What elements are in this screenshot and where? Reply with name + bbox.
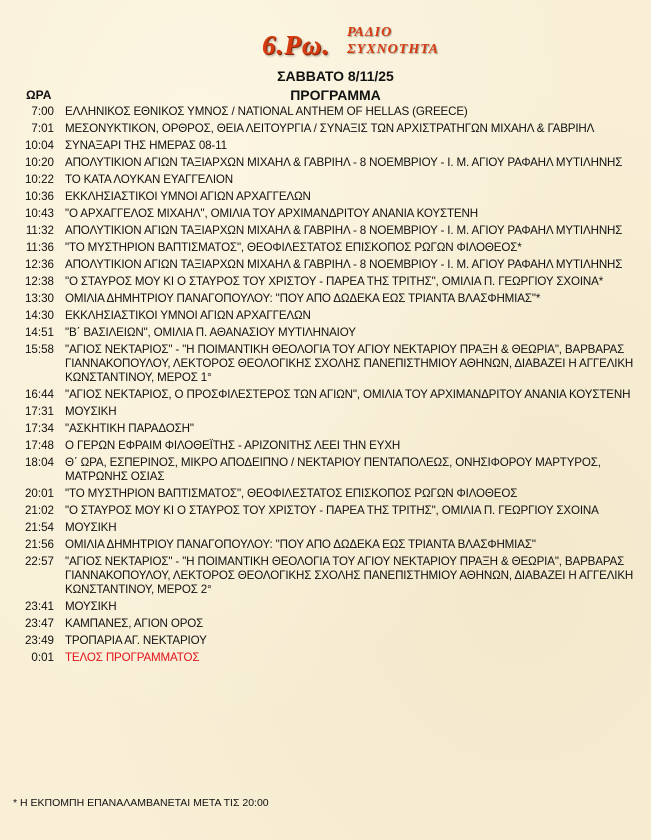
schedule-description: "Ο ΣΤΑΥΡΟΣ ΜΟΥ ΚΙ Ο ΣΤΑΥΡΟΣ ΤΟΥ ΧΡΙΣΤΟΥ - ΠΑΡΕΑ ΤΗΣ ΤΡΙΤΗΣ", ΟΜΙΛΙΑ Π. ΓΕΩΡΓΙΟΥ ΣΧΟΙΝΑ* (65, 275, 604, 288)
schedule-description: ΕΛΛΗΝΙΚΟΣ ΕΘΝΙΚΟΣ ΥΜΝΟΣ / NATIONAL ANTHEM OF HELLAS (GREECE) (65, 105, 468, 118)
schedule-row (0, 600, 651, 614)
schedule-time: 14:30 (24, 309, 54, 322)
schedule-description: "Β΄ ΒΑΣΙΛΕΙΩΝ", ΟΜΙΛΙΑ Π. ΑΘΑΝΑΣΙΟΥ ΜΥΤΙΛΗΝΑΙΟΥ (65, 326, 356, 339)
schedule-description: "Ο ΑΡΧΑΓΓΕΛΟΣ ΜΙΧΑΗΛ", ΟΜΙΛΙΑ ΤΟΥ ΑΡΧΙΜΑΝΔΡΙΤΟΥ ΑΝΑΝΙΑ ΚΟΥΣΤΕΝΗ (65, 207, 478, 220)
schedule-row (0, 292, 651, 306)
schedule-row (0, 105, 651, 119)
schedule-time: 0:01 (31, 651, 54, 664)
schedule-description: ΟΜΙΛΙΑ ΔΗΜΗΤΡΙΟΥ ΠΑΝΑΓΟΠΟΥΛΟΥ: "ΠΟΥ ΑΠΟ ΔΩΔΕΚΑ ΕΩΣ ΤΡΙΑΝΤΑ ΒΛΑΣΦΗΜΙΑΣ" (65, 538, 536, 551)
logo-line-1: ΡΑΔΙΟ (347, 25, 393, 40)
logo-text (347, 24, 439, 58)
schedule-time: 18:04 (24, 456, 54, 469)
schedule-time: 17:48 (24, 439, 54, 452)
schedule-description: ΑΠΟΛΥΤΙΚΙΟΝ ΑΓΙΩΝ ΤΑΞΙΑΡΧΩΝ ΜΙΧΑΗΛ & ΓΑΒΡΙΗΛ - 8 ΝΟΕΜΒΡΙΟΥ - Ι. Μ. ΑΓΙΟΥ ΡΑΦΑΗΛ ΜΥΤΙΛΗΝΗΣ (65, 156, 623, 169)
schedule-row (0, 634, 651, 648)
schedule-description: "Ο ΣΤΑΥΡΟΣ ΜΟΥ ΚΙ Ο ΣΤΑΥΡΟΣ ΤΟΥ ΧΡΙΣΤΟΥ - ΠΑΡΕΑ ΤΗΣ ΤΡΙΤΗΣ", ΟΜΙΛΙΑ Π. ΓΕΩΡΓΙΟΥ ΣΧΟΙΝΑ (65, 504, 599, 517)
schedule-description: "ΑΣΚΗΤΙΚΗ ΠΑΡΑΔΟΣΗ" (65, 422, 194, 435)
schedule-description: "ΑΓΙΟΣ ΝΕΚΤΑΡΙΟΣ" - "Η ΠΟΙΜΑΝΤΙΚΗ ΘΕΟΛΟΓΙΑ ΤΟΥ ΑΓΙΟΥ ΝΕΚΤΑΡΙΟΥ ΠΡΑΞΗ & ΘΕΩΡΙΑ", ΒΑΡΒΑΡΑΣ ΓΙΑΝΝΑΚΟΠΟΥΛΟΥ, ΛΕΚΤΟΡΟΣ ΘΕΟΛΟΓΙΚΗΣ ΣΧΟΛΗΣ ΠΑΝΕΠΙΣΤΗΜΙΟΥ ΑΘΗΝΩΝ, ΔΙΑΒΑΖΕΙ Η ΑΓΓΕΛΙΚΗ ΚΩΝΣΤΑΝΤΙΝΟΥ, ΜΕΡΟΣ 2° (65, 555, 634, 596)
schedule-description: ΑΠΟΛΥΤΙΚΙΟΝ ΑΓΙΩΝ ΤΑΞΙΑΡΧΩΝ ΜΙΧΑΗΛ & ΓΑΒΡΙΗΛ - 8 ΝΟΕΜΒΡΙΟΥ - Ι. Μ. ΑΓΙΟΥ ΡΑΦΑΗΛ ΜΥΤΙΛΗΝΗΣ (65, 224, 623, 237)
schedule-row (0, 139, 651, 153)
schedule-description: ΤΡΟΠΑΡΙΑ ΑΓ. ΝΕΚΤΑΡΙΟΥ (65, 634, 207, 647)
schedule-time: 22:57 (24, 555, 54, 568)
schedule-time: 21:56 (24, 538, 54, 551)
schedule-row (0, 538, 651, 552)
schedule-time: 23:49 (24, 634, 54, 647)
schedule-row (0, 456, 651, 484)
schedule-description: ΜΟΥΣΙΚΗ (65, 521, 117, 534)
schedule-description: Ο ΓΕΡΩΝ ΕΦΡΑΙΜ ΦΙΛΟΘΕΪΤΗΣ - ΑΡΙΖΟΝΙΤΗΣ ΛΕΕΙ ΤΗΝ ΕΥΧΗ (65, 439, 401, 452)
footnote: * Η ΕΚΠΟΜΠΗ ΕΠΑΝΑΛΑΜΒΑΝΕΤΑΙ ΜΕΤΑ ΤΙΣ 20:00 (13, 797, 269, 809)
schedule-description: ΚΑΜΠΑΝΕΣ, ΑΓΙΟΝ ΟΡΟΣ (65, 617, 204, 630)
logo-line-2: ΣΥΧΝΟΤΗΤΑ (347, 42, 440, 57)
schedule-row (0, 275, 651, 289)
schedule-description: "ΤΟ ΜΥΣΤΗΡΙΟΝ ΒΑΠΤΙΣΜΑΤΟΣ", ΘΕΟΦΙΛΕΣΤΑΤΟΣ ΕΠΙΣΚΟΠΟΣ ΡΩΓΩΝ ΦΙΛΟΘΕΟΣ* (65, 241, 522, 254)
schedule-description: "ΑΓΙΟΣ ΝΕΚΤΑΡΙΟΣ" - "Η ΠΟΙΜΑΝΤΙΚΗ ΘΕΟΛΟΓΙΑ ΤΟΥ ΑΓΙΟΥ ΝΕΚΤΑΡΙΟΥ ΠΡΑΞΗ & ΘΕΩΡΙΑ", ΒΑΡΒΑΡΑΣ ΓΙΑΝΝΑΚΟΠΟΥΛΟΥ, ΛΕΚΤΟΡΟΣ ΘΕΟΛΟΓΙΚΗΣ ΣΧΟΛΗΣ ΠΑΝΕΠΙΣΤΗΜΙΟΥ ΑΘΗΝΩΝ, ΔΙΑΒΑΖΕΙ Η ΑΓΓΕΛΙΚΗ ΚΩΝΣΤΑΝΤΙΝΟΥ, ΜΕΡΟΣ 1° (65, 343, 634, 384)
schedule-time: 20:01 (24, 487, 54, 500)
schedule-description: ΤΟ ΚΑΤΑ ΛΟΥΚΑΝ ΕΥΑΓΓΕΛΙΟΝ (65, 173, 233, 186)
schedule-row (0, 241, 651, 255)
schedule-row (0, 422, 651, 436)
schedule-row (0, 326, 651, 340)
schedule-row (0, 504, 651, 518)
schedule-description: ΟΜΙΛΙΑ ΔΗΜΗΤΡΙΟΥ ΠΑΝΑΓΟΠΟΥΛΟΥ: "ΠΟΥ ΑΠΟ ΔΩΔΕΚΑ ΕΩΣ ΤΡΙΑΝΤΑ ΒΛΑΣΦΗΜΙΑΣ"* (65, 292, 541, 305)
schedule-row (0, 555, 651, 597)
schedule-time: 12:36 (24, 258, 54, 271)
schedule-description: ΜΟΥΣΙΚΗ (65, 600, 117, 613)
schedule-row (0, 207, 651, 221)
schedule-time: 23:41 (24, 600, 54, 613)
schedule-time: 11:32 (25, 224, 54, 237)
schedule-time: 11:36 (25, 241, 54, 254)
schedule-row (0, 405, 651, 419)
date-title: ΣΑΒΒΑΤΟ 8/11/25 (277, 68, 394, 84)
schedule-row (0, 617, 651, 631)
schedule-row (0, 439, 651, 453)
schedule-row (0, 156, 651, 170)
schedule-time: 10:20 (24, 156, 54, 169)
schedule-row (0, 224, 651, 238)
schedule-row (0, 309, 651, 323)
schedule-row (0, 651, 651, 665)
schedule-row (0, 122, 651, 136)
schedule-row (0, 173, 651, 187)
schedule-description: ΜΟΥΣΙΚΗ (65, 405, 117, 418)
schedule-time: 10:04 (24, 139, 54, 152)
program-header: ΠΡΟΓΡΑΜΜΑ (290, 87, 381, 103)
station-logo (262, 22, 482, 66)
schedule-time: 10:43 (24, 207, 54, 220)
schedule-time: 21:54 (24, 521, 54, 534)
logo-mark: 6.Ρω. (262, 30, 331, 60)
schedule-row (0, 521, 651, 535)
schedule-description: ΕΚΚΛΗΣΙΑΣΤΙΚΟΙ ΥΜΝΟΙ ΑΓΙΩΝ ΑΡΧΑΓΓΕΛΩΝ (65, 309, 311, 322)
schedule-description: ΤΕΛΟΣ ΠΡΟΓΡΑΜΜΑΤΟΣ (65, 651, 200, 664)
schedule-time: 14:51 (24, 326, 54, 339)
schedule-row (0, 388, 651, 402)
schedule-list (0, 105, 651, 668)
schedule-time: 17:31 (24, 405, 54, 418)
schedule-time: 7:00 (31, 105, 54, 118)
schedule-description: "ΤΟ ΜΥΣΤΗΡΙΟΝ ΒΑΠΤΙΣΜΑΤΟΣ", ΘΕΟΦΙΛΕΣΤΑΤΟΣ ΕΠΙΣΚΟΠΟΣ ΡΩΓΩΝ ΦΙΛΟΘΕΟΣ (65, 487, 518, 500)
schedule-row (0, 258, 651, 272)
schedule-time: 15:58 (24, 343, 54, 356)
schedule-description: ΕΚΚΛΗΣΙΑΣΤΙΚΟΙ ΥΜΝΟΙ ΑΓΙΩΝ ΑΡΧΑΓΓΕΛΩΝ (65, 190, 311, 203)
schedule-time: 21:02 (24, 504, 54, 517)
schedule-time: 10:36 (24, 190, 54, 203)
schedule-time: 13:30 (24, 292, 54, 305)
schedule-description: ΑΠΟΛΥΤΙΚΙΟΝ ΑΓΙΩΝ ΤΑΞΙΑΡΧΩΝ ΜΙΧΑΗΛ & ΓΑΒΡΙΗΛ - 8 ΝΟΕΜΒΡΙΟΥ - Ι. Μ. ΑΓΙΟΥ ΡΑΦΑΗΛ ΜΥΤΙΛΗΝΗΣ (65, 258, 623, 271)
schedule-time: 10:22 (24, 173, 54, 186)
schedule-row (0, 343, 651, 385)
schedule-description: "ΑΓΙΟΣ ΝΕΚΤΑΡΙΟΣ, Ο ΠΡΟΣΦΙΛΕΣΤΕΡΟΣ ΤΩΝ ΑΓΙΩΝ", ΟΜΙΛΙΑ ΤΟΥ ΑΡΧΙΜΑΝΔΡΙΤΟΥ ΑΝΑΝΙΑ ΚΟΥΣΤΕΝΗ (65, 388, 631, 401)
time-column-header: ΩΡΑ (26, 88, 52, 102)
schedule-description: ΜΕΣΟΝΥΚΤΙΚΟΝ, ΟΡΘΡΟΣ, ΘΕΙΑ ΛΕΙΤΟΥΡΓΙΑ / ΣΥΝΑΞΙΣ ΤΩΝ ΑΡΧΙΣΤΡΑΤΗΓΩΝ ΜΙΧΑΗΛ & ΓΑΒΡΙΗΛ (65, 122, 595, 135)
schedule-row (0, 190, 651, 204)
schedule-time: 17:34 (24, 422, 54, 435)
schedule-description: ΣΥΝΑΞΑΡΙ ΤΗΣ ΗΜΕΡΑΣ 08-11 (65, 139, 227, 152)
schedule-time: 12:38 (24, 275, 54, 288)
schedule-time: 16:44 (24, 388, 54, 401)
schedule-time: 7:01 (31, 122, 54, 135)
schedule-time: 23:47 (24, 617, 54, 630)
schedule-description: Θ΄ ΩΡΑ, ΕΣΠΕΡΙΝΟΣ, ΜΙΚΡΟ ΑΠΟΔΕΙΠΝΟ / ΝΕΚΤΑΡΙΟΥ ΠΕΝΤΑΠΟΛΕΩΣ, ΟΝΗΣΙΦΟΡΟΥ ΜΑΡΤΥΡΟΣ, ΜΑΤΡΩΝΗΣ ΟΣΙΑΣ (65, 456, 601, 483)
schedule-row (0, 487, 651, 501)
